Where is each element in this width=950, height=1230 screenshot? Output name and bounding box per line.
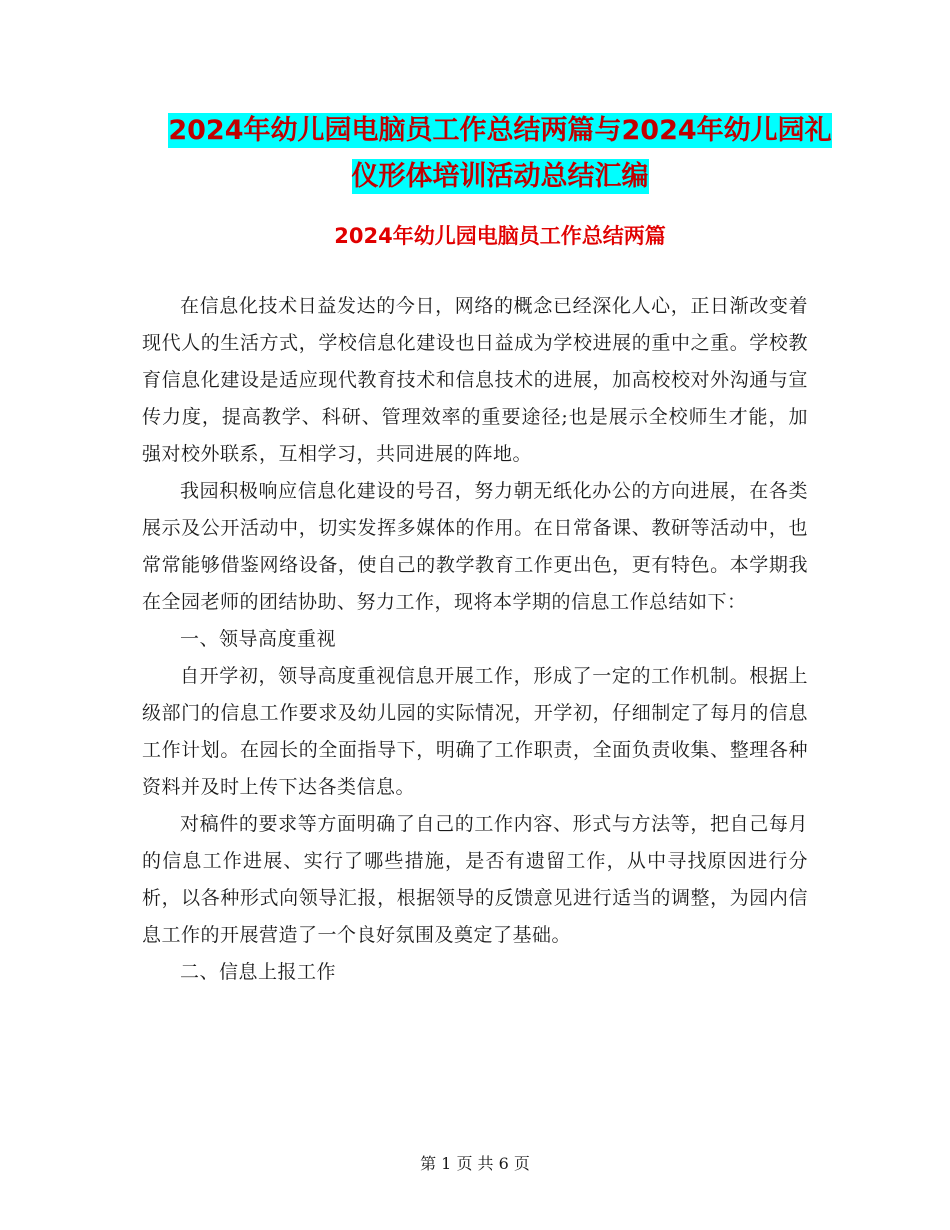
section-heading: 一、领导高度重视	[180, 628, 337, 650]
section-title: 2024年幼儿园电脑员工作总结两篇	[334, 224, 666, 248]
paragraph: 在信息化技术日益发达的今日，网络的概念已经深化人心，正日渐改变着现代人的生活方式，学校信息化建设也日益成为学校进展的重中之重。学校教育信息化建设是适应现代教育技术和信息技术的进展，加高校校对外沟通与宣传力度，提高教学、科研、管理效率的重要途径;也是展示全校师生才能，加强对校外联系，互相学习，共同进展的阵地。	[142, 295, 808, 465]
document-title	[140, 108, 860, 200]
document-body	[142, 288, 808, 991]
document-title-line-2: 仪形体培训活动总结汇编	[351, 161, 649, 192]
document-title-line-1: 2024年幼儿园电脑员工作总结两篇与2024年幼儿园礼	[168, 115, 832, 146]
paragraph: 对稿件的要求等方面明确了自己的工作内容、形式与方法等，把自己每月的信息工作进展、实行了哪些措施，是否有遗留工作，从中寻找原因进行分析，以各种形式向领导汇报，根据领导的反馈意见进行适当的调整，为园内信息工作的开展营造了一个良好氛围及奠定了基础。	[142, 813, 808, 946]
page-footer: 第 1 页 共 6 页	[420, 1154, 530, 1173]
paragraph: 我园积极响应信息化建设的号召，努力朝无纸化办公的方向进展，在各类展示及公开活动中，切实发挥多媒体的作用。在日常备课、教研等活动中，也常常能够借鉴网络设备，使自己的教学教育工作更出色，更有特色。本学期我在全园老师的团结协助、努力工作，现将本学期的信息工作总结如下：	[142, 480, 808, 613]
paragraph: 自开学初，领导高度重视信息开展工作，形成了一定的工作机制。根据上级部门的信息工作要求及幼儿园的实际情况，开学初，仔细制定了每月的信息工作计划。在园长的全面指导下，明确了工作职责，全面负责收集、整理各种资料并及时上传下达各类信息。	[142, 665, 808, 798]
section-heading: 二、信息上报工作	[180, 961, 337, 983]
